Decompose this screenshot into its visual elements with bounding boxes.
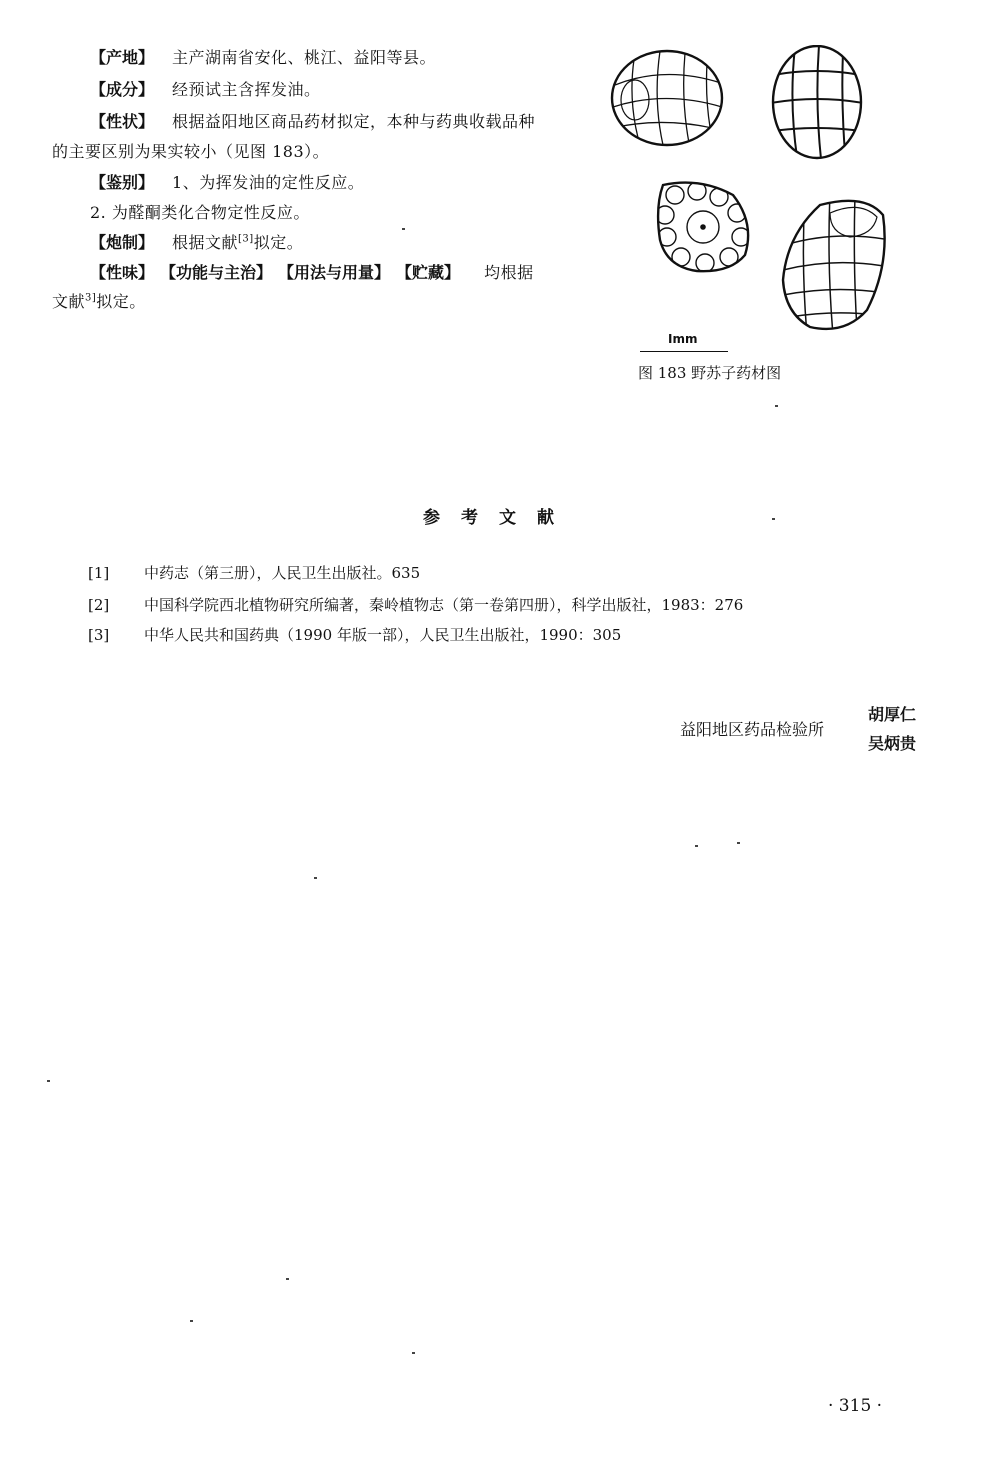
scan-speck — [314, 877, 317, 879]
nature-paragraph-line2 — [52, 292, 146, 312]
nature-text-before: 文献 — [52, 292, 86, 311]
seed-bottom-right — [783, 193, 890, 335]
scan-speck — [286, 1278, 289, 1280]
identification-item1: 1、为挥发油的定性反应。 — [172, 173, 365, 192]
scan-speck — [775, 405, 778, 407]
nature-text-after: 拟定。 — [96, 292, 146, 311]
scan-speck — [737, 842, 740, 844]
reference-item — [88, 562, 420, 583]
character-text-line2: 的主要区别为果实较小（见图 183）。 — [52, 142, 330, 161]
figure-caption: 图 183 野苏子药材图 — [638, 364, 782, 382]
processing-tag: 【炮制】 — [90, 233, 155, 252]
character-paragraph-line1 — [90, 112, 535, 132]
composition-tag: 【成分】 — [90, 80, 155, 99]
processing-text-before: 根据文献 — [172, 233, 239, 252]
origin-paragraph — [90, 48, 436, 68]
seed-bottom-left — [656, 182, 750, 272]
usage-tag: 【用法与用量】 — [278, 263, 391, 282]
seed-top-left — [612, 51, 722, 145]
processing-ref: [3] — [238, 233, 254, 245]
scale-label: Imm — [668, 332, 698, 346]
composition-paragraph — [90, 80, 321, 100]
processing-text-after: 拟定。 — [253, 233, 304, 252]
reference-item — [88, 624, 621, 645]
reference-number: [3] — [88, 626, 110, 644]
scan-speck — [772, 518, 775, 520]
character-paragraph-line2 — [52, 142, 329, 162]
scale-bar — [640, 351, 728, 352]
scan-speck — [695, 845, 698, 847]
function-tag: 【功能与主治】 — [160, 263, 273, 282]
scan-speck — [47, 1080, 50, 1082]
seed-illustration — [605, 45, 905, 345]
nature-paragraph-line1 — [90, 263, 534, 283]
origin-tag: 【产地】 — [90, 48, 155, 67]
institution-name: 益阳地区药品检验所 — [680, 720, 825, 739]
nature-text-line1: 均根据 — [484, 263, 534, 282]
identification-paragraph — [90, 173, 364, 193]
reference-number: [1] — [88, 564, 110, 582]
character-tag: 【性状】 — [90, 112, 155, 131]
nature-ref: 3] — [85, 292, 97, 304]
origin-text: 主产湖南省安化、桃江、益阳等县。 — [172, 48, 437, 67]
identification-item2: 2. 为醛酮类化合物定性反应。 — [90, 203, 310, 222]
author-name: 胡厚仁 — [868, 705, 917, 724]
scan-speck — [402, 228, 405, 230]
processing-paragraph — [90, 233, 303, 253]
reference-number: [2] — [88, 596, 110, 614]
composition-text: 经预试主含挥发油。 — [172, 80, 321, 99]
character-text-line1: 根据益阳地区商品药材拟定，本种与药典收载品种 — [172, 112, 536, 131]
identification-tag: 【鉴别】 — [90, 173, 155, 192]
reference-text: 中药志（第三册），人民卫生出版社。635 — [144, 564, 421, 582]
page-number: · 315 · — [828, 1396, 883, 1416]
nature-tag: 【性味】 — [90, 263, 155, 282]
scan-speck — [412, 1352, 415, 1354]
identification-item2-line — [90, 203, 310, 223]
seed-top-right — [771, 45, 863, 159]
storage-tag: 【贮藏】 — [396, 263, 461, 282]
scan-speck — [190, 1320, 193, 1322]
reference-item — [88, 594, 743, 615]
author-name: 吴炳贵 — [868, 734, 917, 753]
references-heading: 参考文献 — [423, 508, 575, 528]
reference-text: 中国科学院西北植物研究所编著，秦岭植物志（第一卷第四册），科学出版社，1983：276 — [144, 596, 744, 614]
reference-text: 中华人民共和国药典（1990 年版一部），人民卫生出版社，1990：305 — [144, 626, 622, 644]
